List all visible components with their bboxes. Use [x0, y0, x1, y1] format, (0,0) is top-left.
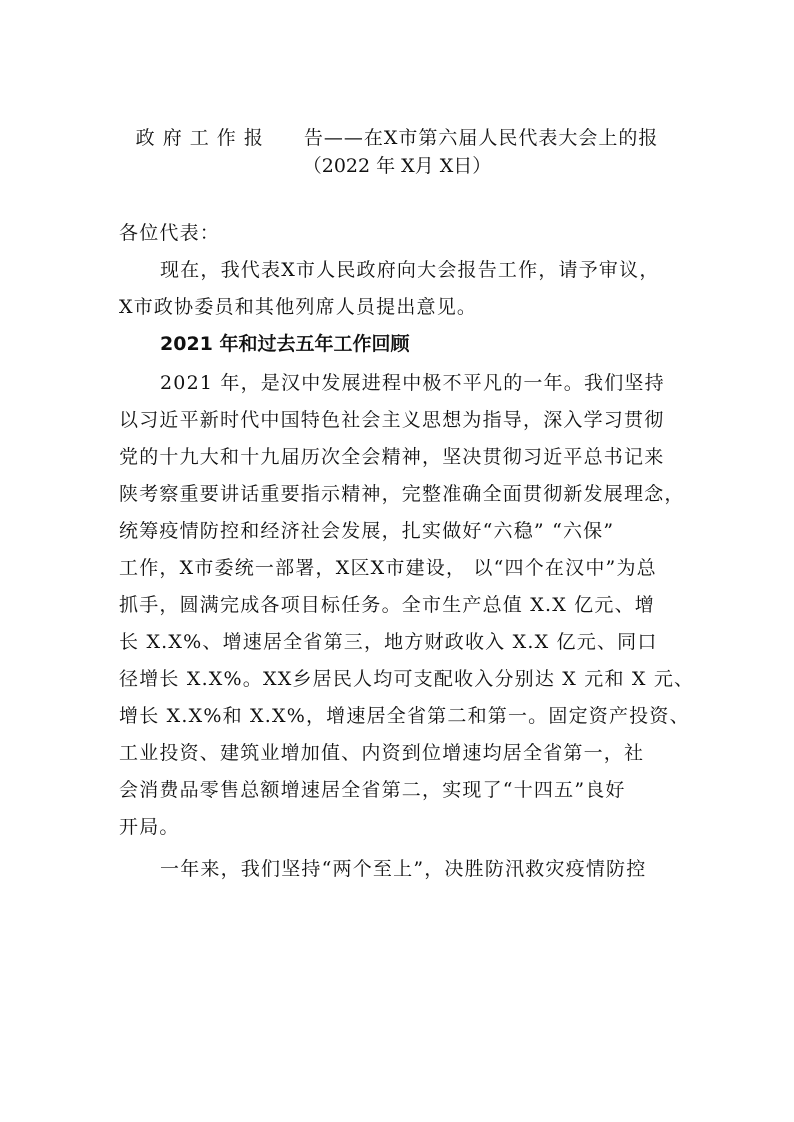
paragraph-line: 抓手，圆满完成各项目标任务。全市生产总值 X.X 亿元、增 — [119, 594, 655, 616]
paragraph-line: 增长 X.X%和 X.X%，增速居全省第二和第一。固定资产投资、 — [119, 705, 690, 727]
paragraph-line: 党的十九大和十九届历次全会精神，坚决贯彻习近平总书记来 — [119, 446, 665, 468]
section-heading: 2021 年和过去五年工作回顾 — [160, 333, 410, 355]
paragraph-line: 会消费品零售总额增速居全省第二，实现了“十四五”良好 — [119, 779, 626, 801]
intro-line: X市政协委员和其他列席人员提出意见。 — [119, 296, 478, 318]
paragraph-line: 工作，X市委统一部署，X区X市建设， 以“四个在汉中”为总 — [119, 557, 657, 579]
report-date: （2022 年 X月 X日） — [302, 155, 492, 177]
paragraph-line: 陕考察重要讲话重要指示精神，完整准确全面贯彻新发展理念， — [119, 483, 685, 505]
paragraph-line: 2021 年，是汉中发展进程中极不平凡的一年。我们坚持 — [160, 372, 665, 394]
paragraph-line: 径增长 X.X%。XX乡居民人均可支配收入分别达 X 元和 X 元、 — [119, 668, 695, 690]
report-title: 政 府 工 作 报 告——在X市第六届人民代表大会上的报 — [135, 127, 659, 149]
intro-line: 现在，我代表X市人民政府向大会报告工作，请予审议， — [160, 259, 660, 281]
salutation: 各位代表： — [119, 222, 221, 244]
paragraph-line: 以习近平新时代中国特色社会主义思想为指导，深入学习贯彻 — [119, 409, 665, 431]
paragraph-line: 长 X.X%、增速居全省第三，地方财政收入 X.X 亿元、同口 — [119, 631, 658, 653]
paragraph-line: 统筹疫情防控和经济社会发展，扎实做好“六稳” “六保” — [119, 520, 615, 542]
paragraph-line: 工业投资、建筑业增加值、内资到位增速均居全省第一，社 — [119, 742, 645, 764]
paragraph-line: 一年来，我们坚持“两个至上”，决胜防汛救灾疫情防控 — [160, 858, 647, 880]
paragraph-line: 开局。 — [119, 816, 180, 838]
